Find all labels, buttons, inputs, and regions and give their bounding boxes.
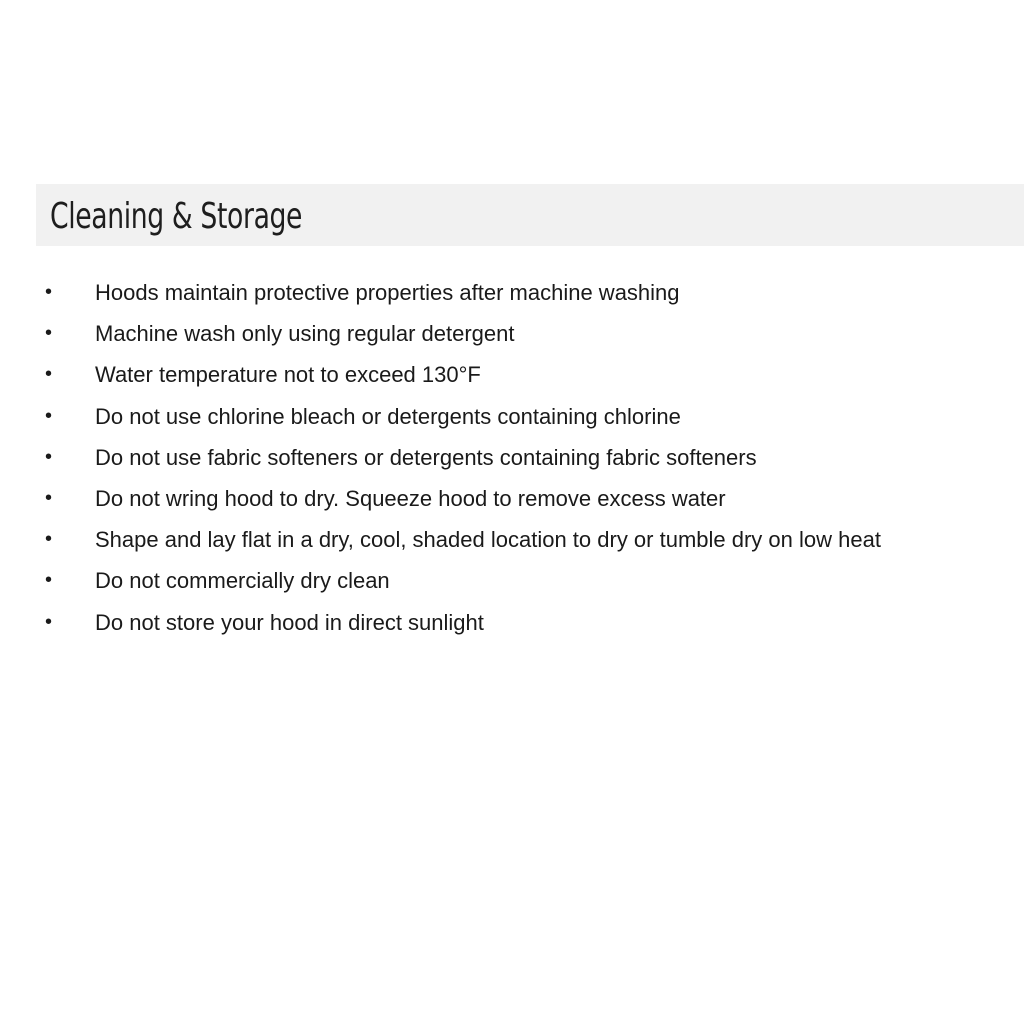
list-item-text: Do not use fabric softeners or detergents containing fabric softeners xyxy=(95,444,757,470)
list-item-text: Hoods maintain protective properties after machine washing xyxy=(95,280,680,305)
list-item-text: Do not use chlorine bleach or detergents containing chlorine xyxy=(95,403,681,429)
section-header xyxy=(36,184,1024,246)
list-item-text: Water temperature not to exceed 130°F xyxy=(95,362,481,388)
list-item-text: Machine wash only using regular detergent xyxy=(95,321,515,347)
list-item-text: Shape and lay flat in a dry, cool, shaded location to dry or tumble dry on low heat xyxy=(95,527,881,553)
bullet-icon: • xyxy=(45,281,53,303)
bullet-icon: • xyxy=(45,322,53,345)
list-item xyxy=(0,354,1024,395)
list-item xyxy=(0,396,1024,437)
bullet-icon: • xyxy=(45,363,53,386)
list-item xyxy=(0,437,1024,478)
bullet-icon: • xyxy=(45,445,53,468)
list-item xyxy=(0,272,1024,313)
care-instructions-list xyxy=(0,272,1024,643)
list-item xyxy=(0,313,1024,354)
bullet-icon: • xyxy=(45,404,53,427)
bullet-icon: • xyxy=(45,486,53,509)
bullet-icon: • xyxy=(45,528,53,551)
list-item xyxy=(0,519,1024,560)
list-item-text: Do not commercially dry clean xyxy=(95,568,390,594)
bullet-icon: • xyxy=(45,569,53,592)
list-item xyxy=(0,478,1024,519)
section-title: Cleaning & Storage xyxy=(50,196,303,237)
list-item xyxy=(0,560,1024,601)
list-item xyxy=(0,602,1024,643)
list-item-text: Do not store your hood in direct sunlight xyxy=(95,609,484,635)
bullet-icon: • xyxy=(45,610,53,633)
list-item-text: Do not wring hood to dry. Squeeze hood to remove excess water xyxy=(95,485,726,511)
